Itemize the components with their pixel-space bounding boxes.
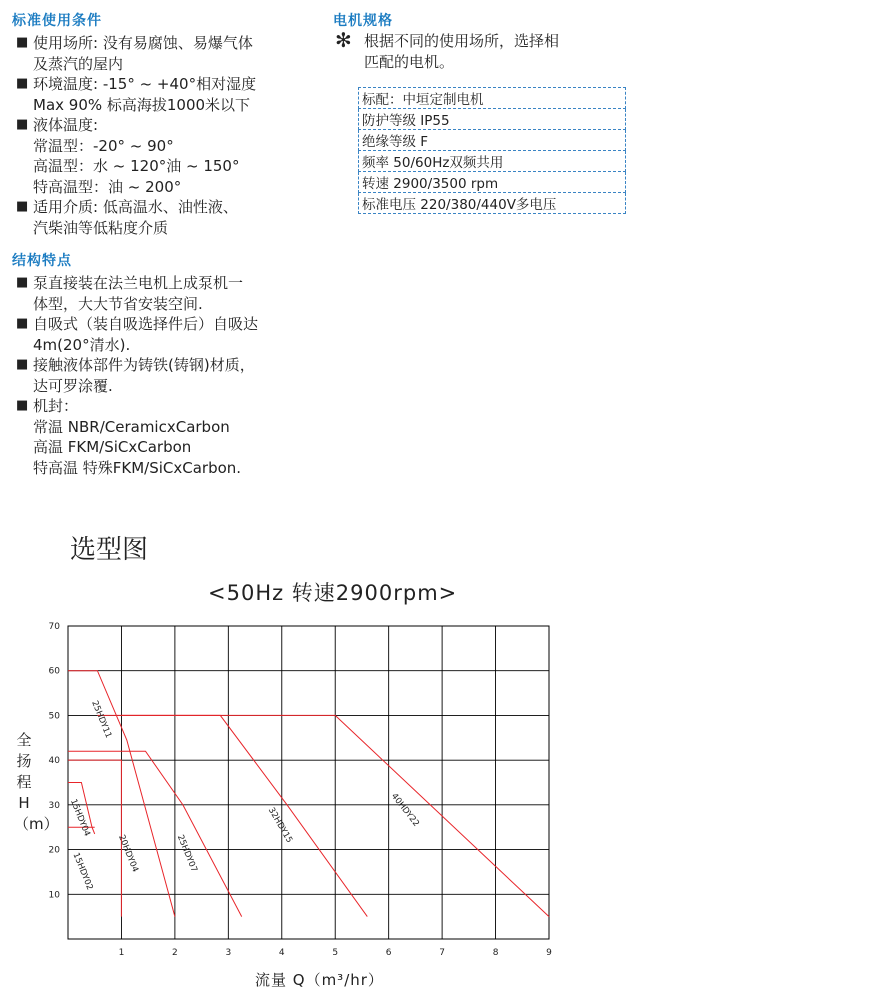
spec-speed: 转速 2900/3500 rpm (359, 172, 626, 193)
condition-line: 常温型：-20° ~ 90° (33, 136, 174, 155)
y-tick-label: 70 (48, 622, 60, 632)
y-tick-label: 40 (48, 756, 60, 767)
y-tick-label: 60 (48, 666, 60, 677)
series-label: 32HDY15 (265, 805, 295, 845)
square-bullet-icon: ■ (16, 316, 29, 331)
condition-item (12, 197, 312, 238)
feature-line: 4m(20°清水). (33, 335, 131, 354)
pump-selection-chart (0, 612, 895, 972)
y-axis-title: 全扬程 H（m） (14, 731, 59, 833)
condition-line: 高温型：水 ~ 120°油 ~ 150° (33, 157, 240, 175)
condition-line: 使用场所: 没有易腐蚀、易爆气体 (33, 34, 253, 52)
curve-32hdy15 (97, 715, 367, 916)
square-bullet-icon: ■ (16, 35, 29, 50)
spec-row (359, 109, 626, 130)
feature-item (12, 396, 312, 478)
feature-item (12, 355, 312, 396)
condition-item (12, 33, 312, 74)
features-title: 结构特点 (12, 253, 72, 269)
feature-line: 高温 FKM/SiCxCarbon (33, 438, 192, 456)
feature-line: 泵直接装在法兰电机上成泵机一 (33, 274, 244, 292)
feature-line: 接触液体部件为铸铁(铸钢)材质， (33, 356, 255, 374)
feature-line: 体型，大大节省安装空间. (33, 294, 203, 313)
motor-note-line: 根据不同的使用场所，选择相 (364, 32, 560, 50)
condition-line: 汽柴油等低粘度介质 (33, 218, 169, 237)
spec-row (359, 130, 626, 151)
y-tick-label: 20 (48, 845, 60, 856)
x-tick-label: 8 (492, 948, 499, 958)
square-bullet-icon: ■ (16, 275, 29, 290)
condition-line: 环境温度: -15° ~ +40°相对湿度 (33, 75, 257, 93)
conditions-list (12, 33, 312, 238)
square-bullet-icon: ■ (16, 76, 29, 91)
curve-20hdy04 (68, 760, 121, 917)
condition-item (12, 115, 312, 197)
feature-line: 自吸式（装自吸选择件后）自吸达 (33, 315, 259, 333)
feature-line: 特高温 特殊FKM/SiCxCarbon. (33, 458, 242, 477)
selection-chart-title: 选型图 (70, 535, 149, 565)
series-label: 20HDY04 (116, 833, 141, 874)
curve-25hdy07 (68, 751, 242, 916)
x-tick-label: 7 (439, 948, 445, 958)
spec-voltage: 标准电压 220/380/440V多电压 (359, 193, 626, 214)
square-bullet-icon: ■ (16, 357, 29, 372)
square-bullet-icon: ■ (16, 117, 29, 132)
condition-line: 液体温度: (33, 116, 99, 134)
x-tick-label: 1 (118, 948, 125, 958)
series-label: 15HDY04 (67, 797, 92, 838)
plot-frame (68, 626, 549, 939)
x-tick-label: 3 (225, 948, 232, 958)
feature-line: 达可罗涂覆. (33, 376, 113, 395)
spec-row (359, 151, 626, 172)
feature-item (12, 273, 312, 314)
condition-line: 适用介质: 低高温水、油性液、 (33, 198, 238, 216)
x-tick-label: 2 (172, 948, 178, 958)
condition-line: Max 90% 标高海拔1000米以下 (33, 95, 251, 114)
spec-frequency: 频率 50/60Hz双频共用 (359, 151, 626, 172)
spec-row (359, 193, 626, 214)
series-label: 25HDY11 (89, 699, 114, 740)
y-tick-label: 30 (48, 800, 60, 811)
conditions-title: 标准使用条件 (12, 13, 102, 29)
y-tick-label: 10 (48, 890, 60, 901)
feature-line: 常温 NBR/CeramicxCarbon (33, 417, 230, 436)
series-label: 15HDY02 (70, 851, 95, 892)
motor-spec-title: 电机规格 (333, 13, 393, 29)
series-label: 25HDY07 (174, 833, 199, 874)
features-list (12, 273, 312, 478)
y-tick-label: 50 (48, 711, 60, 722)
spec-standard: 标配：中垣定制电机 (359, 88, 626, 109)
square-bullet-icon: ■ (16, 398, 29, 413)
x-tick-label: 9 (546, 948, 552, 958)
condition-line: 及蒸汽的屋内 (33, 54, 124, 73)
chart-subtitle: <50Hz 转速2900rpm> (208, 581, 458, 605)
feature-line: 机封： (33, 397, 79, 415)
spec-row (359, 172, 626, 193)
motor-spec-table (358, 87, 626, 214)
condition-item (12, 74, 312, 115)
x-tick-label: 6 (385, 948, 392, 958)
spec-protection: 防护等级 IP55 (359, 109, 626, 130)
spec-insulation: 绝缘等级 F (359, 130, 626, 151)
spec-row (359, 88, 626, 109)
square-bullet-icon: ■ (16, 199, 29, 214)
x-tick-label: 4 (278, 948, 285, 958)
asterisk-icon: ✻ (335, 28, 352, 52)
motor-note-line: 匹配的电机。 (364, 52, 455, 71)
condition-line: 特高温型：油 ~ 200° (33, 177, 182, 196)
series-label: 40HDY22 (388, 791, 422, 829)
feature-item (12, 314, 312, 355)
x-tick-label: 5 (332, 948, 339, 958)
x-axis-title: 流量 Q（m³/hr） (255, 971, 384, 989)
motor-note (335, 28, 595, 72)
